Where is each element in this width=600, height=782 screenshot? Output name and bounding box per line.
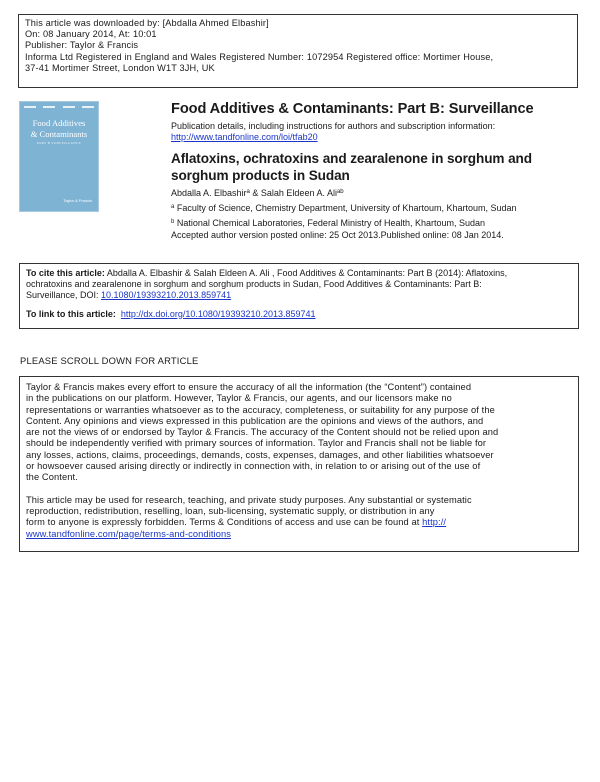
download-notice-line: 37-41 Mortimer Street, London W1T 3JH, UK — [25, 62, 215, 73]
publication-details: Publication details, including instructions for authors and subscription information: — [171, 121, 496, 131]
journal-title: Food Additives & Contaminants: Part B: Surveillance — [171, 101, 534, 117]
cover-title-line: & Contaminants — [30, 129, 88, 139]
cover-header-strip — [24, 106, 94, 109]
disclaimer-line: reproduction, redistribution, reselling, loan, sub-licensing, systematic supply, or distribution in any — [26, 505, 435, 516]
article-title: Aflatoxins, ochratoxins and zearalenone in sorghum and sorghum products in Sudan — [171, 151, 532, 183]
publication-dates: Accepted author version posted online: 25 Oct 2013.Published online: 08 Jan 2014. — [171, 230, 504, 240]
affiliation-text: National Chemical Laboratories, Federal Ministry of Health, Khartoum, Sudan — [176, 218, 486, 228]
download-notice-line: Informa Ltd Registered in England and Wales Registered Number: 1072954 Registered office: Mortimer House, — [25, 51, 494, 62]
citation-box — [19, 263, 579, 329]
affiliation-sup: b — [171, 219, 175, 225]
author-affiliation-sup: ab — [336, 189, 344, 195]
journal-cover-image — [19, 101, 99, 212]
cover-subtitle: PART B SURVEILLANCE — [36, 141, 82, 145]
download-notice-line: This article was downloaded by: [Abdalla Ahmed Elbashir] — [25, 18, 269, 28]
paragraph-gap — [26, 484, 572, 495]
citation-text: Abdalla A. Elbashir & Salah Eldeen A. Ali , Food Additives & Contaminants: Part B (2014): Aflatoxins, — [106, 268, 508, 278]
author-name: Abdalla A. Elbashir — [171, 188, 247, 198]
scroll-down-note: PLEASE SCROLL DOWN FOR ARTICLE — [20, 355, 199, 366]
disclaimer-line — [26, 529, 572, 540]
download-notice-box — [18, 14, 578, 88]
citation-link-line — [26, 309, 572, 320]
doi-link[interactable]: 10.1080/19393210.2013.859741 — [101, 290, 232, 301]
disclaimer-line: any losses, actions, claims, proceedings, demands, costs, expenses, damages, and other liabilities whatsoever — [26, 449, 494, 460]
download-notice-line: On: 08 January 2014, At: 10:01 — [25, 29, 157, 40]
affiliation-a — [171, 202, 586, 214]
citation-label: To cite this article: — [26, 268, 105, 278]
affiliation-b — [171, 217, 586, 229]
disclaimer-line: representations or warranties whatsoever as to the accuracy, completeness, or suitability for any purpose of the — [26, 404, 495, 415]
disclaimer-text: form to anyone is expressly forbidden. Terms & Conditions of access and use can be found at — [26, 517, 423, 528]
disclaimer-box — [19, 376, 579, 552]
download-notice-line: Publisher: Taylor & Francis — [25, 40, 139, 51]
cover-title — [20, 118, 98, 140]
disclaimer-line: This article may be used for research, teaching, and private study purposes. Any substantial or systematic — [26, 494, 472, 505]
author-name: Salah Eldeen A. Ali — [260, 188, 337, 198]
terms-url-link-part2[interactable]: www.tandfonline.com/page/terms-and-conditions — [26, 528, 232, 539]
disclaimer-line: Content. Any opinions and views expressed in this publication are the opinions and views of the authors, and — [26, 415, 484, 426]
cover-title-line: Food Additives — [32, 118, 86, 128]
affiliation-sup: a — [171, 204, 175, 210]
article-doi-url-link[interactable]: http://dx.doi.org/10.1080/19393210.2013.859741 — [120, 308, 316, 319]
disclaimer-line: are not the views of or endorsed by Taylor & Francis. The accuracy of the Content should not be relied upon and — [26, 427, 499, 438]
disclaimer-line: Taylor & Francis makes every effort to ensure the accuracy of all the information (the “Content”) contained — [26, 382, 472, 392]
disclaimer-line: should be independently verified with primary sources of information. Taylor and Francis shall not be liable for — [26, 438, 487, 449]
article-metadata — [171, 100, 586, 241]
citation-line — [26, 268, 572, 279]
citation-line — [26, 290, 572, 301]
author-separator: & — [249, 188, 261, 198]
citation-line: ochratoxins and zearalenone in sorghum and sorghum products in Sudan, Food Additives & Contaminants: Part B: — [26, 279, 482, 290]
disclaimer-line: in the publications on our platform. However, Taylor & Francis, our agents, and our licensors make no — [26, 393, 452, 404]
article-authors — [171, 187, 586, 199]
citation-text: Surveillance, DOI: — [26, 290, 102, 301]
disclaimer-line: or howsoever caused arising directly or indirectly in connection with, in relation to or arising out of the use of — [26, 461, 481, 472]
terms-url-link-part1[interactable]: http:// — [422, 517, 447, 528]
journal-url-link[interactable]: http://www.tandfonline.com/loi/tfab20 — [171, 132, 318, 142]
disclaimer-line: the Content. — [26, 472, 78, 483]
link-label: To link to this article: — [26, 308, 116, 319]
disclaimer-line — [26, 517, 572, 528]
author-affiliation-sup: a — [246, 189, 250, 195]
affiliation-text: Faculty of Science, Chemistry Department, University of Khartoum, Khartoum, Sudan — [176, 203, 517, 213]
publisher-logo: Taylor & Francis — [63, 198, 92, 203]
